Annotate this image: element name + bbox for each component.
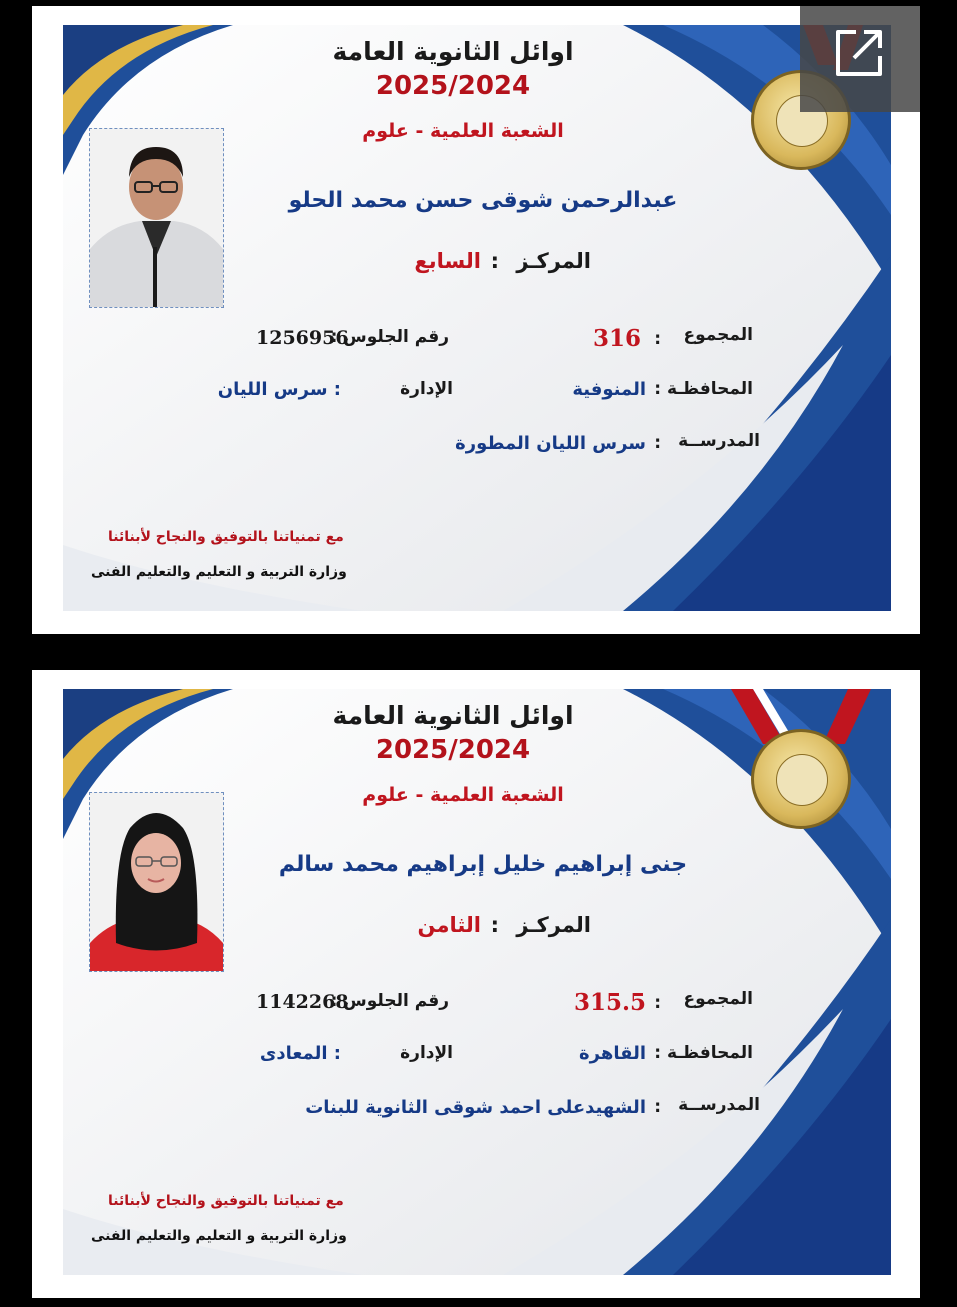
card-title: اوائل الثانوية العامة [332,701,574,730]
rank-colon: : [490,249,499,273]
student-photo [89,128,224,308]
branch-label: الشعبة العلمية - علوم [362,120,564,142]
administration-label: الإدارة [400,379,453,399]
expand-button[interactable] [800,6,920,112]
rank-label: المركـز [516,913,591,937]
ministry-text: وزارة التربية و التعليم والتعليم الفنى [91,564,347,580]
school-label: المدرســة [678,431,760,451]
academic-year: 2025/2024 [375,71,531,101]
administration-label: الإدارة [400,1043,453,1063]
student-photo-image [90,793,223,971]
total-value: 315.5 [574,989,647,1016]
student-name: جنى إبراهيم خليل إبراهيم محمد سالم [278,852,688,877]
certificate-panel-2 [32,670,920,1298]
administration-value: : المعادى [259,1043,341,1064]
rank-label: المركـز [516,249,591,273]
governorate-value: القاهرة [579,1043,646,1064]
student-photo-image [90,129,223,307]
rank-value: السابع [414,249,481,273]
certificate-card [63,689,891,1275]
branch-label: الشعبة العلمية - علوم [362,784,564,806]
wish-text: مع تمنياتنا بالتوفيق والنجاح لأبنائنا [108,1193,344,1209]
governorate-colon: : [654,1043,661,1063]
student-photo [89,792,224,972]
seat-value: 1142268 [256,991,349,1013]
ministry-text: وزارة التربية و التعليم والتعليم الفنى [91,1228,347,1244]
school-value: الشهيدعلى احمد شوقى الثانوية للبنات [305,1097,646,1118]
total-label: المجموع [683,325,753,345]
total-colon: : [654,993,661,1013]
rank-value: الثامن [417,913,481,937]
school-colon: : [654,1097,661,1117]
student-name: عبدالرحمن شوقى حسن محمد الحلو [288,188,678,213]
school-label: المدرســة [678,1095,760,1115]
governorate-label: المحافظـة [666,1043,753,1063]
governorate-label: المحافظـة [666,379,753,399]
card-title: اوائل الثانوية العامة [332,37,574,66]
school-colon: : [654,433,661,453]
certificate-card [63,25,891,611]
expand-icon [834,28,884,78]
total-label: المجموع [683,989,753,1009]
rank-colon: : [490,913,499,937]
certificate-panel-1 [32,6,920,634]
academic-year: 2025/2024 [375,735,531,765]
seat-label: رقم الجلوس : [330,327,449,347]
administration-value: : سرس الليان [217,379,341,400]
governorate-value: المنوفية [572,379,646,400]
seat-value: 1256956 [256,327,349,349]
governorate-colon: : [654,379,661,399]
total-value: 316 [593,325,642,352]
wish-text: مع تمنياتنا بالتوفيق والنجاح لأبنائنا [108,529,344,545]
seat-label: رقم الجلوس : [330,991,449,1011]
total-colon: : [654,329,661,349]
school-value: سرس الليان المطورة [455,433,646,454]
